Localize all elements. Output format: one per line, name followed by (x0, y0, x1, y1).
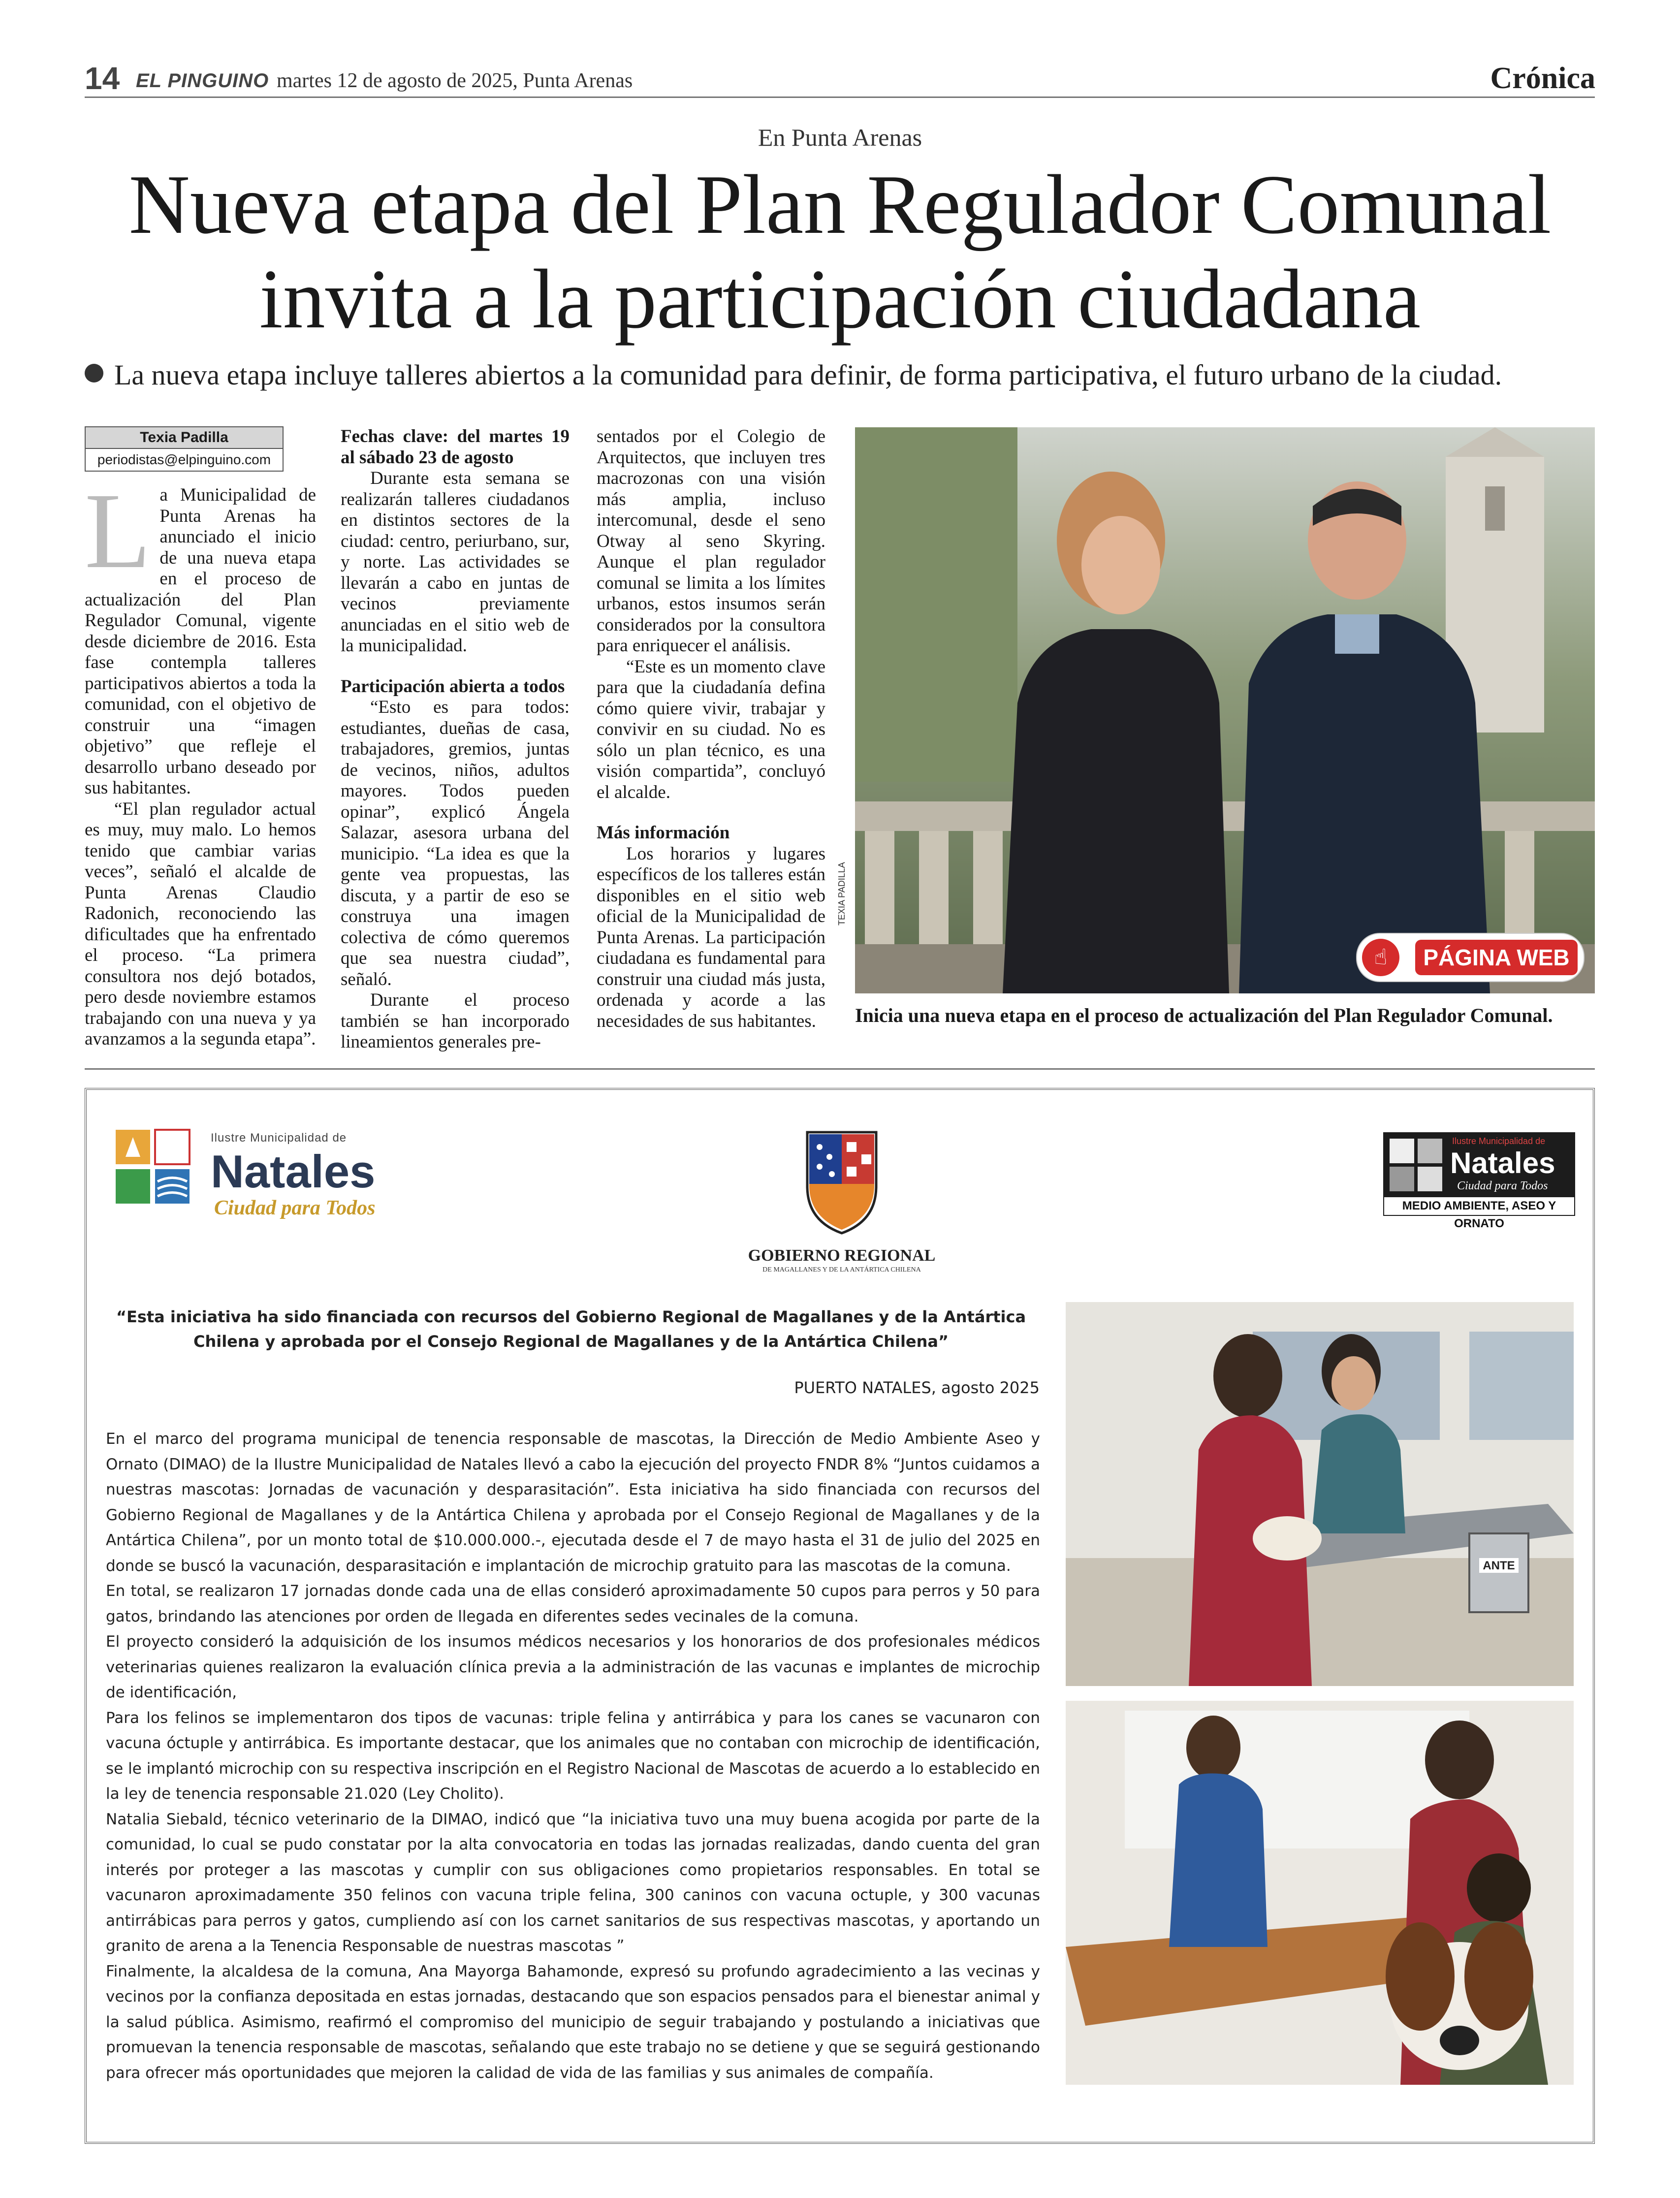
paragraph: Natalia Siebald, técnico veterinario de la DIMAO, indicó que “la iniciativa tuvo una muy buena acogida por parte de la comunidad, lo cual se pudo constatar por la alta convocatoria en todas las jornadas realizadas, dando cuenta del gran interés por proteger a las mascotas y cumplir con sus obligaciones como propietarios responsables. En total se vacunaron aproximadamente 350 felinos con vacuna triple felina, 300 caninos con vacuna octuple, y 300 vacunas antirrábicas para perros y gatos, cumpliendo así con los carnet sanitarios de sus respectivas mascotas, y aportando un granito de arena a la Tenencia Responsable de nuestras mascotas ” (106, 1810, 1040, 1955)
header-rule (85, 96, 1595, 98)
article-kicker: En Punta Arenas (758, 124, 922, 151)
logo-right-script: Ciudad para Todos (1457, 1179, 1548, 1192)
logo-right-small: Ilustre Municipalidad de (1452, 1136, 1546, 1146)
paragraph: Durante el proceso también se han incorporado lineamientos generales pre- (341, 990, 570, 1052)
paragraph: “El plan regulador actual es muy, muy malo. Lo hemos tenido que cambiar varias veces”, señaló el alcalde de Punta Arenas Claudio Radonich, reconociendo las dificultades que ha enfrentado el proceso. “La primera consultora nos dejó botados, pero desde noviembre estamos trabajando con una nueva y ya avanzamos a la segunda etapa”. (85, 798, 316, 1049)
paragraph: El proyecto consideró la adquisición de los insumos médicos necesarios y los honorarios de dos profesionales médicos veterinarias quienes realizaron la evaluación clínica previa a la administración de las vacunas e implantes de microchip de identificación, (106, 1633, 1040, 1701)
funding-quote: “Esta iniciativa ha sido financiada con recursos del Gobierno Regional de Magallanes y de la Antártica Chilena y aprobada por el Consejo Regional de Magallanes y de la Antártica Chilena” (116, 1307, 1026, 1351)
article-headline (59, 158, 1621, 347)
photo-credit: TEXIA PADILLA (837, 862, 847, 925)
paragraph: Los horarios y lugares específicos de los talleres están disponibles en el sitio web oficial de la Municipalidad de Punta Arenas. La participación ciudadana es fundamental para construir una ciudad más justa, ordenada y acorde a las necesidades de sus habitantes. (597, 843, 825, 1031)
regional-shield-icon (797, 1127, 886, 1241)
article-column-2 (341, 426, 570, 1053)
web-page-label: PÁGINA WEB (1415, 940, 1578, 975)
paragraph: Para los felinos se implementaron dos tipos de vacunas: triple felina y antirrábica y para los canes se vacunaron con vacuna óctuple y antirrábica. Es importante destacar, que los animales que no contaban con microchip de identificación, se le implantó microchip con su respectiva inscripción en el Registro Nacional de Mascotas de acuerdo a lo establecido en la ley de tenencia responsable 21.020 (Ley Cholito). (106, 1709, 1040, 1803)
subhead-text: La nueva etapa incluye talleres abiertos a la comunidad para definir, de forma participativa, el futuro urbano de la ciudad. (114, 359, 1502, 391)
logo-left-big: Natales (211, 1146, 376, 1197)
web-page-button[interactable] (1356, 933, 1585, 982)
section-name: Crónica (1490, 62, 1595, 95)
newspaper-brand: EL PINGUINO (136, 70, 269, 92)
sponsored-body (106, 1427, 1040, 2086)
vaccination-photo-1 (1066, 1302, 1574, 1686)
pointer-hand-icon: ☝ (1362, 939, 1399, 976)
paragraph: Durante esta semana se realizarán talleres ciudadanos en distintos sectores de la ciudad: centro, periurbano, sur, y norte. Las actividades se llevarán a cabo en juntas de vecinos previamente anunciadas en el sitio web de la municipalidad. (341, 468, 570, 656)
paragraph: sentados por el Colegio de Arquitectos, que incluyen tres macrozonas con una visión más amplia, incluso intercomunal, desde el seno Otway al seno Skyring. Aunque el plan regulador comunal se limita a los límites urbanos, estos insumos serán considerados por la consultora para enriquecer el análisis. (597, 426, 825, 656)
natales-emblem-mono-icon (1387, 1136, 1446, 1195)
article-photo (855, 427, 1595, 993)
logo-right-department: MEDIO AMBIENTE, ASEO Y ORNATO (1383, 1196, 1575, 1216)
article-subhead (85, 358, 1611, 391)
headline-line-2: invita a la participación ciudadana (259, 253, 1421, 346)
gobierno-regional-logo (738, 1127, 945, 1275)
logo-left-small: Ilustre Municipalidad de (211, 1131, 347, 1145)
subheading-more-info: Más información (597, 823, 730, 843)
paragraph: “Este es un momento clave para que la ciudadanía defina cómo quiere vivir, trabajar y convivir en su ciudad. No es sólo un plan técnico, es una visión compartida”, concluyó el alcalde. (597, 656, 825, 802)
issue-date: martes 12 de agosto de 2025, Punta Arenas (277, 69, 633, 92)
subheading-dates: Fechas clave: del martes 19 al sábado 23 de agosto (341, 426, 570, 468)
byline-box (85, 426, 284, 472)
paragraph: Finalmente, la alcaldesa de la comuna, Ana Mayorga Bahamonde, expresó su profundo agradecimiento a las vecinas y vecinos por la confianza depositada en estas jornadas, destacando que son espacios pensados para el bienestar animal y la salud pública. Asimismo, reafirmó el compromiso del municipio de seguir trabajando y postulando a iniciativas que promuevan la tenencia responsable de mascotas, señalando que este trabajo no se detiene y que se seguirá gestionando para ofrecer más oportunidades que mejoren la calidad de vida de las familias y sus animales de compañía. (106, 1962, 1040, 2082)
bin-label: ANTE (1483, 1559, 1515, 1572)
place-date: PUERTO NATALES, agosto 2025 (794, 1378, 1040, 1397)
natales-logo-right (1383, 1132, 1575, 1230)
logo-right-big: Natales (1450, 1147, 1555, 1179)
headline-line-1: Nueva etapa del Plan Regulador Comunal (128, 158, 1552, 252)
gore-title: GOBIERNO REGIONAL (748, 1246, 936, 1265)
article-column-3 (597, 426, 825, 1032)
paragraph: En total, se realizaron 17 jornadas donde cada una de ellas consideró aproximadamente 50 cupos para perros y 50 para gatos, brindando las atenciones por orden de llegada en diferentes sedes vecinales de la comuna. (106, 1582, 1040, 1625)
byline-email[interactable]: periodistas@elpinguino.com (97, 452, 271, 467)
bullet-icon (85, 364, 103, 382)
article-column-1 (85, 471, 316, 1050)
page-number: 14 (85, 61, 120, 96)
paragraph: En el marco del programa municipal de tenencia responsable de mascotas, la Dirección de Medio Ambiente Aseo y Ornato (DIMAO) de la Ilustre Municipalidad de Natales llevó a cabo la ejecución del proyecto FNDR 8% “Juntos cuidamos a nuestras mascotas: Jornadas de vacunación y desparasitación”. Esta iniciativa ha sido financiada con recursos del Gobierno Regional de Magallanes y de la Antártica Chilena y aprobada por el Consejo Regional de Magallanes y de la Antártica Chilena”, por un monto total de $10.000.000.-, ejecutada desde el 7 de mayo hasta el 31 de julio del 2025 en donde se buscó la vacunación, desparasitación e implantación de microchip gratuito para las mascotas de la comuna. (106, 1430, 1040, 1575)
drop-cap: L (85, 471, 151, 591)
paragraph: “Esto es para todos: estudiantes, dueñas de casa, trabajadores, gremios, juntas de vecinos, niños, adultos mayores. Todos pueden opinar”, explicó Ángela Salazar, asesora urbana del municipio. “La idea es que la gente vea propuestas, las discuta, y a partir de eso se construya una imagen colectiva de cómo queremos que sea nuestra ciudad”, señaló. (341, 697, 570, 989)
natales-emblem-icon (113, 1127, 197, 1211)
logo-left-script: Ciudad para Todos (214, 1197, 376, 1219)
paragraph: a Municipalidad de Punta Arenas ha anunciado el inicio de una nueva etapa en el proceso de actualización del Plan Regulador Comunal, vigente desde diciembre de 2016. Esta fase contempla talleres participativos abiertos a toda la comunidad, con el objetivo de construir una “imagen objetivo” que refleje el desarrollo urbano deseado por sus habitantes. (85, 485, 316, 798)
natales-logo-left (113, 1127, 389, 1226)
section-rule (85, 1068, 1595, 1070)
subheading-participation: Participación abierta a todos (341, 676, 565, 697)
gore-subtitle: DE MAGALLANES Y DE LA ANTÁRTICA CHILENA (762, 1266, 921, 1274)
photo-caption: Inicia una nueva etapa en el proceso de actualización del Plan Regulador Comunal. (855, 1004, 1553, 1026)
byline-name: Texia Padilla (86, 427, 283, 449)
vaccination-photo-2 (1066, 1701, 1574, 2085)
